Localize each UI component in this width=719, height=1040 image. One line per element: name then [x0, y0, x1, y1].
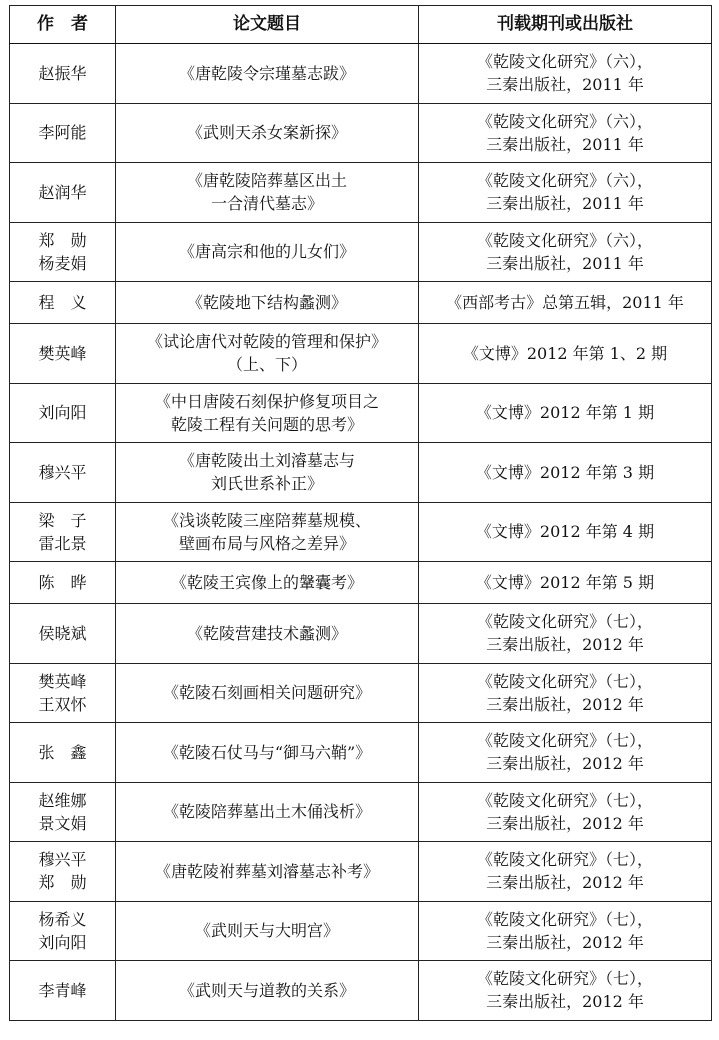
- author-cell-line: 李阿能: [38, 123, 87, 143]
- publication-cell-line: 三秦出版社，2012 年: [486, 694, 644, 714]
- title-cell-line: 《唐乾陵令宗瑾墓志跋》: [178, 63, 355, 83]
- publication-cell-line: 三秦出版社，2012 年: [486, 754, 644, 774]
- header-title: 论文题目: [116, 6, 419, 44]
- author-cell: [10, 663, 116, 723]
- publication-cell-line: 《乾陵文化研究》（七），: [476, 671, 653, 691]
- title-cell: [116, 562, 419, 604]
- publication-cell: [419, 901, 712, 961]
- author-cell-line: 景文娟: [38, 813, 87, 833]
- publication-cell: [419, 723, 712, 783]
- publication-cell-line: 《文博》2012 年第 1 期: [475, 403, 655, 423]
- author-cell: [10, 502, 116, 562]
- publication-cell: [419, 163, 712, 223]
- publication-cell-line: 《乾陵文化研究》（六），: [476, 52, 653, 72]
- table-body: [10, 44, 712, 1021]
- author-cell-line: 樊英峰: [38, 343, 87, 363]
- publication-cell-line: 《乾陵文化研究》（七），: [476, 909, 653, 929]
- author-cell-line: 穆兴平: [38, 462, 87, 482]
- title-cell-line: 《唐乾陵出土刘濬墓志与: [178, 451, 355, 471]
- publication-cell: [419, 222, 712, 282]
- publication-cell-line: 三秦出版社，2011 年: [486, 253, 644, 273]
- author-cell-line: 张 鑫: [38, 742, 87, 762]
- header-row: [10, 6, 712, 44]
- title-cell: [116, 502, 419, 562]
- table-row: [10, 103, 712, 163]
- title-cell-line: 《乾陵陪葬墓出土木俑浅析》: [162, 802, 371, 822]
- publication-cell: [419, 663, 712, 723]
- author-cell-line: 郑 勋: [38, 230, 87, 250]
- author-cell-line: 郑 勋: [38, 873, 87, 893]
- publication-cell: [419, 324, 712, 384]
- table-row: [10, 282, 712, 324]
- title-cell: [116, 443, 419, 503]
- publication-cell-line: 《文博》2012 年第 1、2 期: [462, 343, 668, 363]
- author-cell-line: 赵维娜: [38, 790, 87, 810]
- table-row: [10, 163, 712, 223]
- bibliography-table: [9, 5, 712, 1021]
- publication-cell-line: 《乾陵文化研究》（七），: [476, 731, 653, 751]
- author-cell: [10, 222, 116, 282]
- author-cell-line: 陈 晔: [38, 573, 87, 592]
- author-cell: [10, 782, 116, 842]
- table-row: [10, 723, 712, 783]
- publication-cell-line: 《乾陵文化研究》（七），: [476, 612, 653, 632]
- publication-cell-line: 三秦出版社，2012 年: [486, 932, 644, 952]
- title-cell: [116, 782, 419, 842]
- title-cell-line: 《浅谈乾陵三座陪葬墓规模、: [162, 510, 371, 530]
- title-cell: [116, 723, 419, 783]
- publication-cell-line: 《乾陵文化研究》（六），: [476, 171, 653, 191]
- publication-cell-line: 三秦出版社，2011 年: [486, 134, 644, 154]
- title-cell-line: 刘氏世系补正》: [210, 474, 323, 494]
- publication-cell: [419, 782, 712, 842]
- title-cell-line: 《试论唐代对乾陵的管理和保护》: [146, 332, 387, 352]
- author-cell: [10, 842, 116, 902]
- author-cell-line: 雷北景: [38, 533, 87, 553]
- title-cell: [116, 222, 419, 282]
- publication-cell: [419, 562, 712, 604]
- title-cell-line: 《乾陵石刻画相关问题研究》: [162, 683, 371, 703]
- title-cell-line: 《武则天与大明宫》: [194, 921, 339, 941]
- author-cell-line: 李青峰: [38, 980, 87, 1000]
- publication-cell-line: 《乾陵文化研究》（七），: [476, 850, 653, 870]
- publication-cell-line: 三秦出版社，2011 年: [486, 75, 644, 95]
- author-cell: [10, 324, 116, 384]
- table-row: [10, 383, 712, 443]
- author-cell: [10, 163, 116, 223]
- title-cell: [116, 663, 419, 723]
- title-cell-line: 《乾陵王宾像上的鞶囊考》: [170, 573, 363, 592]
- author-cell: [10, 44, 116, 104]
- author-cell-line: 穆兴平: [38, 850, 87, 870]
- author-cell-line: 刘向阳: [38, 932, 87, 952]
- title-cell: [116, 842, 419, 902]
- publication-cell-line: 三秦出版社，2012 年: [486, 635, 644, 655]
- title-cell-line: （上、下）: [226, 355, 307, 375]
- title-cell-line: 《唐乾陵祔葬墓刘濬墓志补考》: [154, 861, 379, 881]
- author-cell: [10, 562, 116, 604]
- table-row: [10, 782, 712, 842]
- publication-cell-line: 《文博》2012 年第 5 期: [475, 573, 655, 592]
- table-row: [10, 443, 712, 503]
- title-cell: [116, 163, 419, 223]
- title-cell: [116, 282, 419, 324]
- author-cell: [10, 383, 116, 443]
- author-cell: [10, 604, 116, 664]
- title-cell-line: 壁画布局与风格之差异》: [178, 533, 355, 553]
- publication-cell-line: 《乾陵文化研究》（七），: [476, 790, 653, 810]
- table-row: [10, 901, 712, 961]
- table-row: [10, 222, 712, 282]
- title-cell: [116, 44, 419, 104]
- publication-cell-line: 《文博》2012 年第 3 期: [475, 462, 655, 482]
- title-cell-line: 《乾陵石仗马与“御马六鞘”》: [162, 742, 372, 762]
- title-cell: [116, 324, 419, 384]
- publication-cell-line: 《乾陵文化研究》（六），: [476, 230, 653, 250]
- publication-cell: [419, 842, 712, 902]
- title-cell-line: 《武则天与道教的关系》: [178, 980, 355, 1000]
- publication-cell: [419, 103, 712, 163]
- publication-cell-line: 三秦出版社，2012 年: [486, 813, 644, 833]
- title-cell: [116, 103, 419, 163]
- publication-cell: [419, 604, 712, 664]
- table-row: [10, 604, 712, 664]
- author-cell-line: 刘向阳: [38, 403, 87, 423]
- author-cell-line: 赵润华: [38, 182, 87, 202]
- author-cell-line: 赵振华: [38, 63, 87, 83]
- publication-cell-line: 《西部考古》总第五辑，2011 年: [446, 293, 684, 312]
- publication-cell-line: 三秦出版社，2011 年: [486, 194, 644, 214]
- table-row: [10, 842, 712, 902]
- title-cell-line: 一合清代墓志》: [210, 194, 323, 214]
- table-row: [10, 961, 712, 1021]
- table-row: [10, 663, 712, 723]
- author-cell: [10, 961, 116, 1021]
- author-cell: [10, 723, 116, 783]
- title-cell-line: 《唐高宗和他的儿女们》: [178, 242, 355, 262]
- publication-cell: [419, 44, 712, 104]
- author-cell-line: 程 义: [38, 293, 87, 312]
- author-cell-line: 侯晓斌: [38, 623, 87, 643]
- header-publication: 刊载期刊或出版社: [419, 6, 712, 44]
- title-cell-line: 《中日唐陵石刻保护修复项目之: [154, 391, 379, 411]
- author-cell: [10, 443, 116, 503]
- table-row: [10, 562, 712, 604]
- publication-cell: [419, 961, 712, 1021]
- header-author: 作 者: [10, 6, 116, 44]
- publication-cell-line: 三秦出版社，2012 年: [486, 992, 644, 1012]
- table-row: [10, 44, 712, 104]
- title-cell: [116, 901, 419, 961]
- title-cell: [116, 383, 419, 443]
- publication-cell: [419, 383, 712, 443]
- title-cell-line: 乾陵工程有关问题的思考》: [170, 414, 363, 434]
- author-cell-line: 樊英峰: [38, 671, 87, 691]
- publication-cell-line: 《乾陵文化研究》（六），: [476, 111, 653, 131]
- table-row: [10, 324, 712, 384]
- publication-cell: [419, 282, 712, 324]
- title-cell-line: 《乾陵地下结构蠡测》: [186, 293, 347, 312]
- publication-cell-line: 三秦出版社，2012 年: [486, 873, 644, 893]
- title-cell: [116, 604, 419, 664]
- publication-cell-line: 《乾陵文化研究》（七），: [476, 969, 653, 989]
- author-cell: [10, 103, 116, 163]
- author-cell-line: 杨希义: [38, 909, 87, 929]
- publication-cell-line: 《文博》2012 年第 4 期: [475, 522, 655, 542]
- table-row: [10, 502, 712, 562]
- title-cell-line: 《武则天杀女案新探》: [186, 123, 347, 143]
- author-cell: [10, 282, 116, 324]
- author-cell-line: 王双怀: [38, 694, 87, 714]
- publication-cell: [419, 443, 712, 503]
- author-cell: [10, 901, 116, 961]
- author-cell-line: 梁 子: [38, 510, 87, 530]
- publication-cell: [419, 502, 712, 562]
- title-cell-line: 《乾陵营建技术蠡测》: [186, 623, 347, 643]
- title-cell: [116, 961, 419, 1021]
- author-cell-line: 杨麦娟: [38, 253, 87, 273]
- title-cell-line: 《唐乾陵陪葬墓区出土: [186, 171, 347, 191]
